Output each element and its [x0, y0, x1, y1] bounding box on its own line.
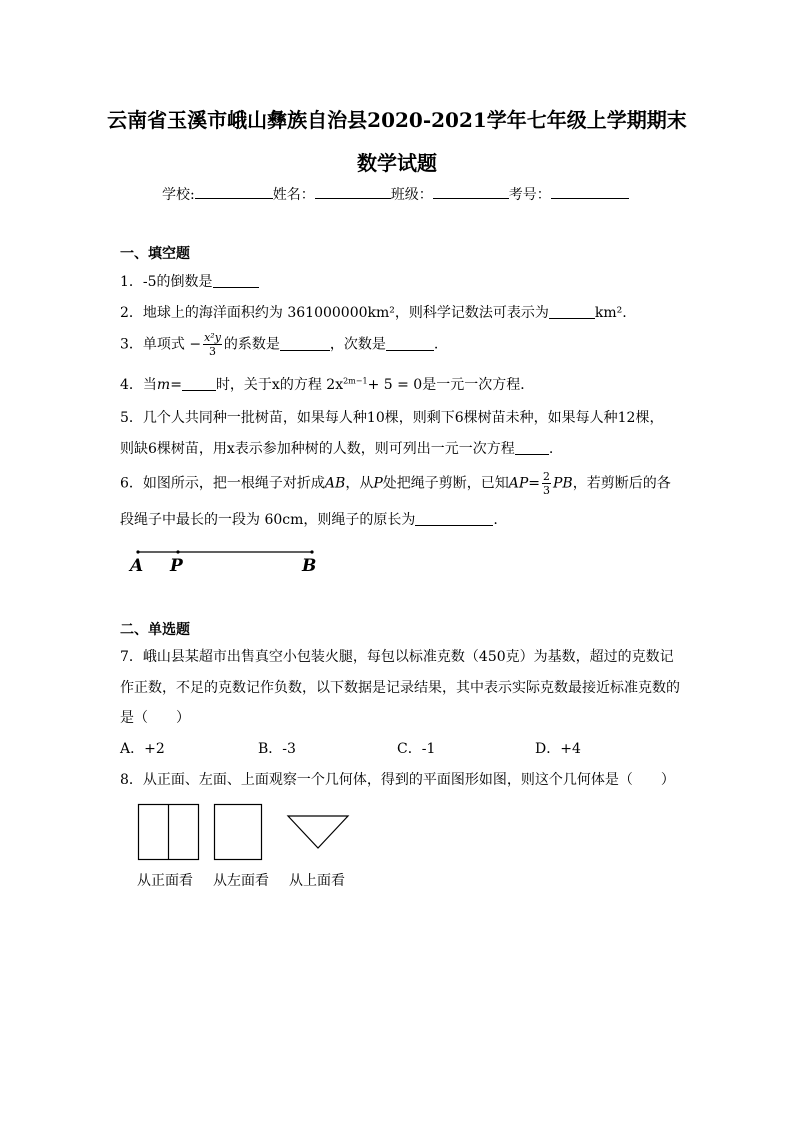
point-a-label: A: [130, 556, 144, 576]
question-5-line1: 5．几个人共同种一批树苗，如果每人种10棵，则剩下6棵树苗未种，如果每人种12棵，: [120, 410, 664, 426]
q3-frac-num: x²y: [204, 331, 221, 344]
q2-text: 2．地球上的海洋面积约为 361000000km²，则科学记数法可表示为: [120, 305, 549, 321]
exam-no-label: 考号：: [508, 187, 551, 203]
student-info-row: [162, 184, 629, 204]
question-6-line1: [120, 470, 671, 497]
q7-option-b[interactable]: B．-3: [258, 741, 296, 757]
question-1: [120, 271, 259, 291]
q3-fraction: [203, 331, 222, 358]
top-view-label: 从上面看: [289, 873, 345, 889]
q6-ab: AB: [324, 475, 346, 492]
q6-pb: PB: [553, 475, 573, 492]
section1-heading: 一、填空题: [120, 246, 190, 262]
q3-text-b: 的系数是: [223, 336, 280, 353]
question-7-line3: 是（ ）: [120, 710, 190, 726]
q3-text-a: 3．单项式 −: [120, 336, 202, 353]
q6-text-d: ，若剪断后的各: [572, 475, 671, 492]
point-p-dot: [176, 550, 179, 553]
front-view-label: 从正面看: [137, 873, 193, 889]
class-blank[interactable]: [433, 184, 509, 199]
left-view-label: 从左面看: [213, 873, 269, 889]
q2-unit: km².: [594, 305, 627, 321]
q6-p: P: [373, 475, 383, 492]
q1-answer-blank[interactable]: [213, 273, 259, 288]
q2-answer-blank[interactable]: [549, 304, 595, 319]
section2-heading: 二、单选题: [120, 622, 190, 638]
question-7-line2: 作正数，不足的克数记作负数，以下数据是记录结果，其中表示实际克数最接近标准克数的: [120, 680, 680, 696]
q6-text-b: ，从: [345, 475, 374, 492]
q6-text-c: 处把绳子剪断，已知: [382, 475, 509, 492]
q5-text: 则缺6棵树苗，用x表示参加种树的人数，则可列出一元一次方程: [120, 441, 515, 457]
rope-figure: [128, 546, 328, 576]
name-label: 姓名：: [272, 187, 315, 203]
q3-degree-blank[interactable]: [386, 336, 434, 351]
point-a-dot: [136, 550, 139, 553]
exam-title-line2: 数学试题: [357, 151, 437, 175]
q4-text-d: + 5 = 0是一元一次方程．: [367, 377, 535, 393]
q4-answer-blank[interactable]: [182, 376, 216, 391]
q5-answer-blank[interactable]: [515, 440, 549, 455]
question-7-line1: 7．峨山县某超市出售真空小包装火腿，每包以标准克数（450克）为基数，超过的克数记: [120, 649, 674, 665]
q6-answer-blank[interactable]: [415, 511, 493, 526]
class-label: 班级：: [390, 187, 433, 203]
q3-frac-den: 3: [209, 345, 216, 358]
q4-text-b: =: [170, 377, 182, 393]
question-8: 8．从正面、左面、上面观察一个几何体，得到的平面图形如图，则这个几何体是（ ）: [120, 772, 675, 788]
question-3: [120, 331, 438, 358]
left-view-rect: [215, 805, 262, 860]
point-p-label: P: [170, 556, 183, 576]
school-blank[interactable]: [195, 184, 273, 199]
q3-coefficient-blank[interactable]: [280, 336, 330, 351]
question-6-line2: [120, 509, 498, 529]
point-b-dot: [310, 550, 313, 553]
name-blank[interactable]: [315, 184, 391, 199]
question-5-line2: [120, 438, 553, 458]
q4-var-m: m: [156, 377, 171, 393]
point-b-label: B: [302, 556, 317, 576]
q6-ap: AP: [508, 475, 529, 492]
q5-period: .: [548, 441, 554, 457]
question-4: [120, 374, 534, 394]
school-label: 学校:: [162, 187, 195, 203]
q4-text-a: 4．当: [120, 377, 157, 393]
q6-period: .: [493, 512, 498, 528]
exam-no-blank[interactable]: [551, 184, 629, 199]
q7-option-d[interactable]: D．+4: [535, 741, 581, 757]
q3-text-c: ，次数是: [329, 336, 386, 353]
q4-text-c: 时，关于x的方程 2x: [215, 377, 344, 393]
q6-text-a: 6．如图所示，把一根绳子对折成: [120, 475, 325, 492]
q6-frac-den: 3: [543, 484, 551, 497]
q1-text: 1．-5的倒数是: [120, 274, 213, 290]
q3-text-d: .: [433, 336, 439, 353]
q7-option-a[interactable]: A．+2: [120, 741, 165, 757]
q6-text-e: 段绳子中最长的一段为 60cm，则绳子的原长为: [120, 512, 416, 528]
q6-frac-num: 2: [543, 470, 551, 483]
top-view-triangle: [288, 816, 348, 848]
q7-option-c[interactable]: C．-1: [397, 741, 436, 757]
q4-exponent: 2m−1: [343, 376, 368, 386]
three-views-figure: [130, 798, 360, 868]
question-2: [120, 302, 627, 322]
exam-title-line1: 云南省玉溪市峨山彝族自治县2020-2021学年七年级上学期期末: [107, 108, 687, 132]
q6-eq: =: [528, 475, 541, 492]
q6-fraction: [542, 470, 551, 497]
